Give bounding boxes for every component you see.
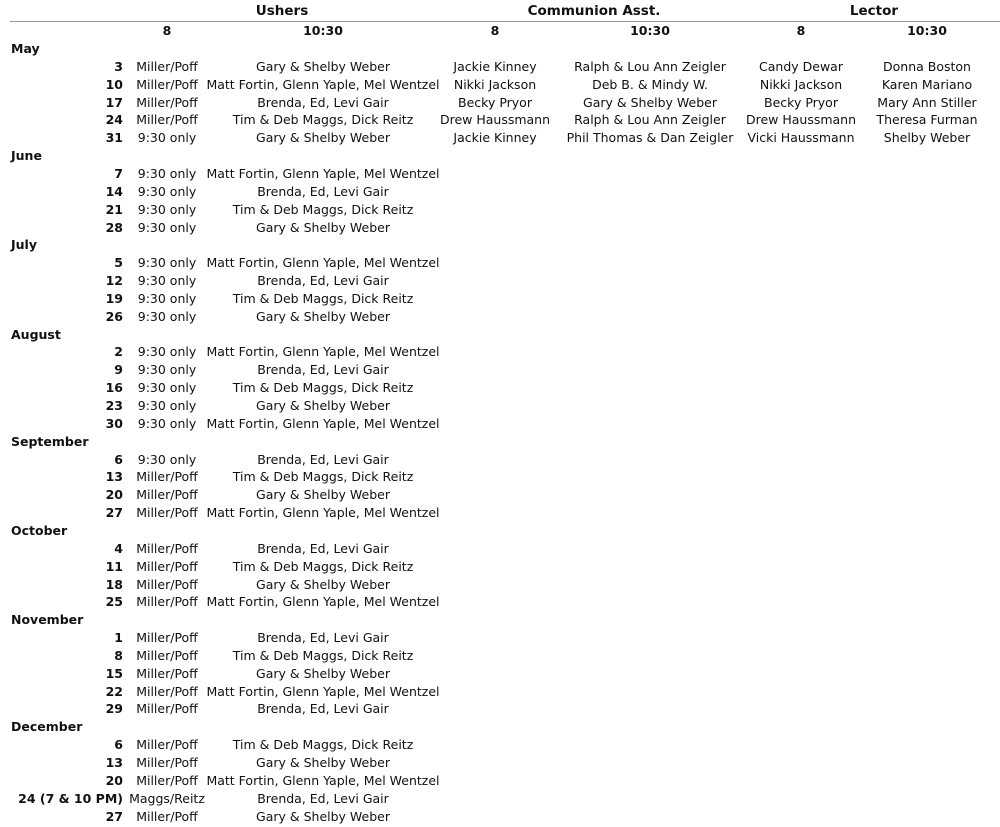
usher-1030: Tim & Deb Maggs, Dick Reitz xyxy=(232,112,414,128)
usher-1030: Brenda, Ed, Levi Gair xyxy=(257,701,389,717)
schedule-row xyxy=(0,558,1000,576)
usher-1030: Tim & Deb Maggs, Dick Reitz xyxy=(232,558,414,574)
usher-1030: Gary & Shelby Weber xyxy=(256,755,390,770)
communion-8: Jackie Kinney xyxy=(453,130,537,146)
schedule-row xyxy=(0,290,1000,308)
usher-8: Miller/Poff xyxy=(136,76,198,92)
schedule-row xyxy=(0,772,1000,790)
service-date: 26 xyxy=(105,308,123,324)
schedule-row xyxy=(0,415,1000,433)
month-label: September xyxy=(11,433,89,449)
service-date: 4 xyxy=(114,540,123,556)
time-header-row xyxy=(0,22,1000,40)
service-date: 22 xyxy=(105,683,123,699)
usher-8: Miller/Poff xyxy=(136,594,198,610)
lector-8: Drew Haussmann xyxy=(745,112,857,128)
usher-1030: Tim & Deb Maggs, Dick Reitz xyxy=(232,380,414,396)
usher-8: 9:30 only xyxy=(137,415,197,431)
communion-8: Jackie Kinney xyxy=(453,58,537,74)
usher-8: Miller/Poff xyxy=(136,683,198,699)
lector-8: Nikki Jackson xyxy=(759,76,843,92)
usher-1030: Matt Fortin, Glenn Yaple, Mel Wentzel xyxy=(206,344,440,360)
schedule-row xyxy=(0,665,1000,683)
service-date: 6 xyxy=(114,737,123,753)
usher-8: Maggs/Reitz xyxy=(129,790,205,806)
usher-8: 9:30 only xyxy=(137,273,197,289)
usher-1030: Matt Fortin, Glenn Yaple, Mel Wentzel xyxy=(206,255,440,271)
time-communion-1030: 10:30 xyxy=(630,23,670,38)
service-date: 30 xyxy=(105,415,123,431)
usher-8: Miller/Poff xyxy=(136,647,198,663)
month-row xyxy=(0,611,1000,629)
month-row xyxy=(0,147,1000,165)
usher-8: Miller/Poff xyxy=(136,737,198,753)
schedule-row xyxy=(0,254,1000,272)
service-date: 23 xyxy=(105,398,123,413)
schedule-row xyxy=(0,790,1000,808)
schedule-row xyxy=(0,379,1000,397)
lector-1030: Shelby Weber xyxy=(883,130,971,146)
schedule-row xyxy=(0,308,1000,326)
usher-1030: Brenda, Ed, Levi Gair xyxy=(257,790,389,806)
usher-1030: Gary & Shelby Weber xyxy=(256,308,390,324)
service-date: 13 xyxy=(105,469,123,485)
usher-8: Miller/Poff xyxy=(136,58,198,74)
usher-8: 9:30 only xyxy=(137,201,197,217)
schedule-row xyxy=(0,58,1000,76)
usher-1030: Matt Fortin, Glenn Yaple, Mel Wentzel xyxy=(206,165,440,181)
service-date: 8 xyxy=(114,647,123,663)
service-date: 20 xyxy=(105,487,123,503)
service-date: 16 xyxy=(105,380,123,396)
service-date: 19 xyxy=(105,290,123,306)
usher-8: 9:30 only xyxy=(137,255,197,271)
usher-8: Miller/Poff xyxy=(136,540,198,556)
usher-1030: Brenda, Ed, Levi Gair xyxy=(257,273,389,289)
service-date: 21 xyxy=(105,201,123,217)
lector-1030: Karen Mariano xyxy=(881,76,973,92)
usher-1030: Gary & Shelby Weber xyxy=(256,665,390,681)
usher-8: Miller/Poff xyxy=(136,112,198,128)
month-row xyxy=(0,326,1000,344)
usher-1030: Brenda, Ed, Levi Gair xyxy=(257,630,389,646)
service-date: 10 xyxy=(105,76,123,92)
service-date: 29 xyxy=(105,701,123,717)
usher-1030: Matt Fortin, Glenn Yaple, Mel Wentzel xyxy=(206,683,440,699)
usher-1030: Gary & Shelby Weber xyxy=(256,808,390,824)
lector-1030: Donna Boston xyxy=(883,58,971,74)
group-lector: Lector xyxy=(849,3,899,19)
usher-1030: Matt Fortin, Glenn Yaple, Mel Wentzel xyxy=(206,415,440,431)
usher-8: 9:30 only xyxy=(137,362,197,378)
lector-8: Becky Pryor xyxy=(764,94,838,110)
lector-8: Candy Dewar xyxy=(759,58,843,74)
group-ushers: Ushers xyxy=(255,3,309,19)
usher-8: Miller/Poff xyxy=(136,469,198,485)
schedule-row xyxy=(0,468,1000,486)
usher-1030: Gary & Shelby Weber xyxy=(256,487,390,503)
schedule-row xyxy=(0,111,1000,129)
time-lector-8: 8 xyxy=(796,23,806,38)
usher-8: Miller/Poff xyxy=(136,665,198,681)
service-date: 5 xyxy=(114,255,123,271)
usher-8: 9:30 only xyxy=(137,183,197,199)
communion-1030: Ralph & Lou Ann Zeigler xyxy=(574,58,726,74)
usher-8: 9:30 only xyxy=(137,380,197,396)
communion-1030: Deb B. & Mindy W. xyxy=(592,76,708,92)
communion-8: Drew Haussmann xyxy=(439,112,551,128)
usher-8: 9:30 only xyxy=(137,398,197,413)
schedule-row xyxy=(0,736,1000,754)
service-date: 24 xyxy=(105,112,123,128)
usher-8: 9:30 only xyxy=(137,290,197,306)
communion-1030: Ralph & Lou Ann Zeigler xyxy=(574,112,726,128)
service-date: 2 xyxy=(114,344,123,360)
usher-1030: Brenda, Ed, Levi Gair xyxy=(257,362,389,378)
service-date: 1 xyxy=(114,630,123,646)
schedule-row xyxy=(0,540,1000,558)
service-date: 6 xyxy=(114,451,123,467)
schedule-row xyxy=(0,343,1000,361)
schedule-row xyxy=(0,647,1000,665)
schedule-row xyxy=(0,219,1000,237)
time-communion-8: 8 xyxy=(490,23,500,38)
usher-8: Miller/Poff xyxy=(136,487,198,503)
schedule-row xyxy=(0,272,1000,290)
schedule-row xyxy=(0,183,1000,201)
usher-8: Miller/Poff xyxy=(136,755,198,770)
service-date: 20 xyxy=(105,772,123,788)
schedule-row xyxy=(0,700,1000,718)
usher-1030: Gary & Shelby Weber xyxy=(256,219,390,235)
month-row xyxy=(0,522,1000,540)
month-label: November xyxy=(11,612,84,628)
service-date: 31 xyxy=(105,130,123,146)
month-label: August xyxy=(11,326,61,342)
month-row xyxy=(0,718,1000,736)
usher-1030: Tim & Deb Maggs, Dick Reitz xyxy=(232,737,414,753)
service-date: 11 xyxy=(105,558,123,574)
usher-8: Miller/Poff xyxy=(136,505,198,521)
communion-8: Becky Pryor xyxy=(458,94,532,110)
usher-1030: Gary & Shelby Weber xyxy=(256,130,390,146)
service-date: 12 xyxy=(105,273,123,289)
usher-1030: Gary & Shelby Weber xyxy=(256,398,390,413)
schedule-row xyxy=(0,76,1000,94)
service-date: 18 xyxy=(105,576,123,592)
service-date: 9 xyxy=(114,362,123,378)
group-communion-asst: Communion Asst. xyxy=(527,3,661,19)
usher-1030: Gary & Shelby Weber xyxy=(256,576,390,592)
usher-1030: Matt Fortin, Glenn Yaple, Mel Wentzel xyxy=(206,594,440,610)
usher-1030: Matt Fortin, Glenn Yaple, Mel Wentzel xyxy=(206,505,440,521)
usher-1030: Brenda, Ed, Levi Gair xyxy=(257,94,389,110)
schedule-row xyxy=(0,683,1000,701)
month-row xyxy=(0,433,1000,451)
schedule-row xyxy=(0,397,1000,415)
schedule-row xyxy=(0,361,1000,379)
communion-1030: Gary & Shelby Weber xyxy=(583,94,717,110)
usher-8: 9:30 only xyxy=(137,219,197,235)
usher-8: Miller/Poff xyxy=(136,630,198,646)
schedule-row xyxy=(0,593,1000,611)
time-ushers-8: 8 xyxy=(162,23,172,38)
service-date: 13 xyxy=(105,755,123,770)
usher-8: 9:30 only xyxy=(137,344,197,360)
month-label: June xyxy=(11,148,42,164)
month-row xyxy=(0,236,1000,254)
schedule-row xyxy=(0,94,1000,112)
usher-1030: Gary & Shelby Weber xyxy=(256,58,390,74)
usher-8: 9:30 only xyxy=(137,130,197,146)
schedule-row xyxy=(0,754,1000,772)
lector-1030: Mary Ann Stiller xyxy=(877,94,977,110)
service-date: 14 xyxy=(105,183,123,199)
service-date: 28 xyxy=(105,219,123,235)
schedule-row xyxy=(0,451,1000,469)
schedule-row xyxy=(0,486,1000,504)
usher-8: Miller/Poff xyxy=(136,772,198,788)
service-date: 17 xyxy=(105,94,123,110)
usher-8: 9:30 only xyxy=(137,308,197,324)
month-label: December xyxy=(11,719,83,735)
service-date: 24 (7 & 10 PM) xyxy=(18,790,123,806)
schedule-row xyxy=(0,504,1000,522)
schedule-row xyxy=(0,808,1000,826)
lector-1030: Theresa Furman xyxy=(876,112,978,128)
service-date: 15 xyxy=(105,665,123,681)
service-date: 25 xyxy=(105,594,123,610)
time-lector-1030: 10:30 xyxy=(907,23,947,38)
usher-8: Miller/Poff xyxy=(136,701,198,717)
usher-1030: Matt Fortin, Glenn Yaple, Mel Wentzel xyxy=(206,772,440,788)
usher-1030: Tim & Deb Maggs, Dick Reitz xyxy=(232,201,414,217)
usher-1030: Brenda, Ed, Levi Gair xyxy=(257,540,389,556)
service-date: 7 xyxy=(114,165,123,181)
month-label: May xyxy=(11,41,40,56)
usher-1030: Tim & Deb Maggs, Dick Reitz xyxy=(232,469,414,485)
usher-8: Miller/Poff xyxy=(136,808,198,824)
usher-1030: Brenda, Ed, Levi Gair xyxy=(257,183,389,199)
schedule-row xyxy=(0,576,1000,594)
service-date: 3 xyxy=(114,58,123,74)
usher-8: 9:30 only xyxy=(137,165,197,181)
service-date: 27 xyxy=(105,808,123,824)
usher-1030: Tim & Deb Maggs, Dick Reitz xyxy=(232,290,414,306)
month-row xyxy=(0,40,1000,58)
usher-1030: Tim & Deb Maggs, Dick Reitz xyxy=(232,647,414,663)
usher-8: Miller/Poff xyxy=(136,94,198,110)
month-label: July xyxy=(11,237,37,253)
usher-8: Miller/Poff xyxy=(136,576,198,592)
communion-1030: Phil Thomas & Dan Zeigler xyxy=(566,130,734,146)
group-header-row xyxy=(0,2,1000,20)
service-date: 27 xyxy=(105,505,123,521)
schedule-row xyxy=(0,201,1000,219)
usher-8: 9:30 only xyxy=(137,451,197,467)
usher-1030: Matt Fortin, Glenn Yaple, Mel Wentzel xyxy=(206,76,440,92)
communion-8: Nikki Jackson xyxy=(453,76,537,92)
lector-8: Vicki Haussmann xyxy=(747,130,855,146)
usher-1030: Brenda, Ed, Levi Gair xyxy=(257,451,389,467)
usher-8: Miller/Poff xyxy=(136,558,198,574)
time-ushers-1030: 10:30 xyxy=(303,23,343,38)
month-label: October xyxy=(11,522,68,538)
schedule-row xyxy=(0,165,1000,183)
schedule-row xyxy=(0,629,1000,647)
schedule-row xyxy=(0,129,1000,147)
